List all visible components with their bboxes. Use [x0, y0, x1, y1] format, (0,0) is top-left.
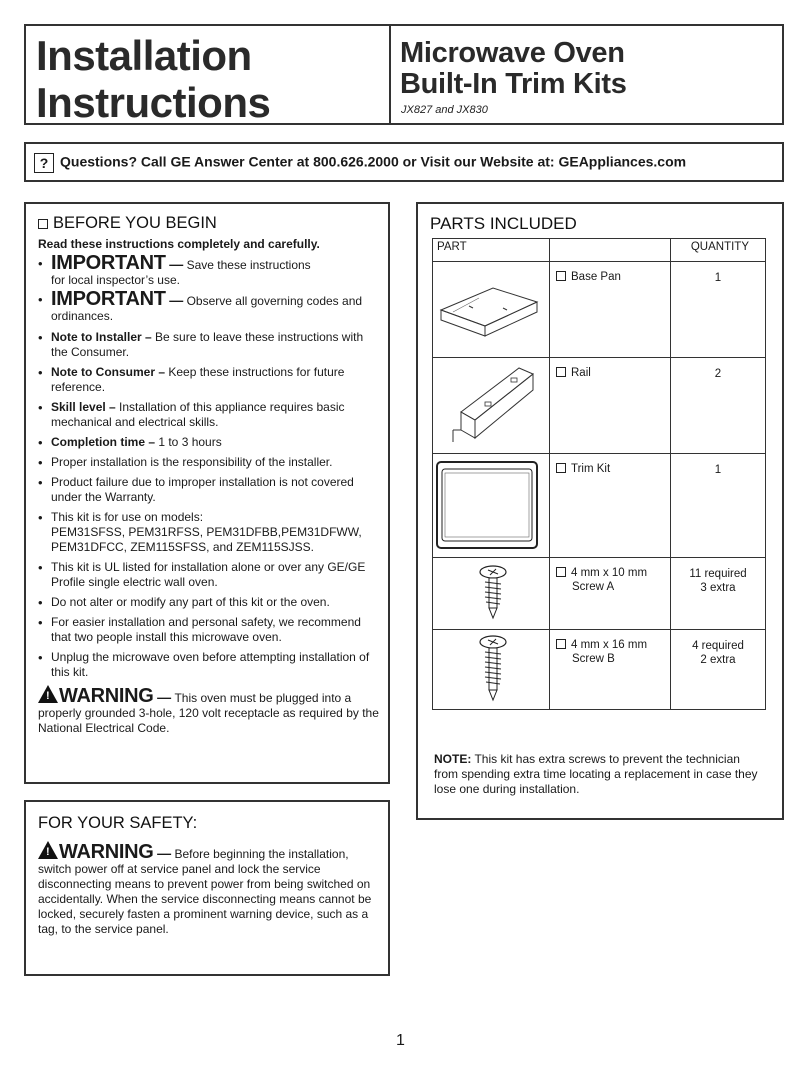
important-text: Observe all governing codes and ordinances.	[51, 294, 363, 323]
parts-table	[432, 238, 766, 710]
model-numbers: JX827 and JX830	[401, 104, 488, 116]
part-qty-cell	[671, 558, 766, 630]
safety-heading: FOR YOUR SAFETY:	[38, 814, 198, 832]
item-text: Keep these instructions for future reference.	[51, 365, 345, 394]
list-item	[38, 330, 380, 360]
warning-icon: !	[38, 685, 58, 703]
before-heading-text: BEFORE YOU BEGIN	[53, 214, 217, 232]
part-qty-cell	[671, 454, 766, 558]
col-quantity-header: QUANTITY	[671, 239, 766, 262]
table-row	[433, 558, 766, 630]
part-name: Rail	[571, 367, 591, 379]
part-name: Base Pan	[571, 271, 621, 283]
checkbox-icon	[556, 639, 566, 649]
col-part-header: PART	[433, 239, 550, 262]
before-you-begin-box	[24, 202, 390, 784]
part-qty: 11 required	[689, 568, 747, 580]
warning-text: Before beginning the installation, switch power off at service panel and lock the service disconnecting means to prevent power from being switched on accidentally. When the service disconnecting means cannot be locked, securely fasten a prominent warning device, such as a tag, to the service panel.	[38, 847, 372, 936]
before-content	[38, 214, 380, 736]
important-dash: —	[165, 292, 187, 308]
part-name-cell	[550, 358, 671, 454]
product-title	[400, 38, 627, 100]
important-cont: for local inspector’s use.	[51, 273, 180, 287]
item-text: For easier installation and personal safety, we recommend that two people install this microwave oven.	[51, 615, 361, 644]
item-bold: Completion time –	[51, 435, 159, 449]
table-row	[433, 262, 766, 358]
important-text: Save these instructions	[186, 258, 311, 272]
part-image-cell	[433, 358, 550, 454]
title-line2: Instructions	[36, 79, 271, 126]
part-qty-cell	[671, 262, 766, 358]
item-bold: Note to Installer –	[51, 330, 156, 344]
title	[36, 32, 270, 126]
note-text: This kit has extra screws to prevent the technician from spending extra time locating a replacement in case they lose one during installation.	[434, 752, 758, 796]
screw-a-icon	[433, 558, 541, 626]
part-name-cell	[550, 630, 671, 710]
checkbox-icon	[556, 463, 566, 473]
warning-dash: —	[153, 845, 175, 861]
warning-icon: !	[38, 841, 58, 859]
item-bold: Note to Consumer –	[51, 365, 169, 379]
part-qty-extra: 2 extra	[700, 654, 736, 666]
part-qty-cell	[671, 630, 766, 710]
title-line1: Installation	[36, 32, 252, 79]
part-name: 4 mm x 10 mm	[571, 567, 648, 579]
before-warning	[38, 685, 380, 736]
list-item	[38, 288, 380, 324]
part-name-cell	[550, 558, 671, 630]
checkbox-icon	[556, 271, 566, 281]
part-qty: 1	[714, 272, 722, 284]
part-name: 4 mm x 16 mm	[571, 639, 648, 651]
list-item	[38, 252, 380, 288]
parts-heading: PARTS INCLUDED	[430, 214, 577, 233]
checkbox-icon	[556, 567, 566, 577]
list-item	[38, 615, 380, 645]
page-number: 1	[396, 1032, 405, 1049]
screw-b-icon	[433, 630, 541, 706]
part-image-cell	[433, 558, 550, 630]
item-text: 1 to 3 hours	[158, 435, 222, 449]
part-sub: Screw A	[572, 581, 615, 593]
part-image-cell	[433, 454, 550, 558]
models-list: PEM31SFSS, PEM31RFSS, PEM31DFBB,PEM31DFWW, PEM31DFCC, ZEM115SFSS, and ZEM115SJSS.	[51, 525, 362, 554]
list-item	[38, 455, 380, 470]
list-item	[38, 435, 380, 450]
checkbox-icon	[38, 219, 48, 229]
product-line2: Built-In Trim Kits	[400, 68, 627, 100]
part-image-cell	[433, 630, 550, 710]
part-qty: 4 required	[692, 640, 744, 652]
warning-label: WARNING	[59, 841, 154, 863]
parts-note	[434, 752, 764, 797]
base-pan-icon	[433, 262, 541, 354]
list-item	[38, 400, 380, 430]
checkbox-icon	[556, 367, 566, 377]
item-text: Proper installation is the responsibility of the installer.	[51, 455, 333, 469]
header-box	[24, 24, 784, 125]
item-text: Be sure to leave these instructions with the Consumer.	[51, 330, 364, 359]
list-item	[38, 475, 380, 505]
part-qty-cell	[671, 358, 766, 454]
safety-warning	[38, 841, 378, 937]
important-label: IMPORTANT	[51, 252, 166, 274]
before-heading	[38, 214, 380, 233]
list-item	[38, 510, 380, 555]
note-label: NOTE:	[434, 752, 472, 766]
part-qty: 1	[714, 464, 722, 476]
part-qty: 2	[714, 368, 722, 380]
part-name-cell	[550, 454, 671, 558]
item-text: This kit is for use on models:	[51, 510, 204, 524]
item-text: Installation of this appliance requires basic mechanical and electrical skills.	[51, 400, 345, 429]
safety-content	[38, 814, 378, 937]
item-text: Product failure due to improper installation is not covered under the Warranty.	[51, 475, 354, 504]
trim-kit-icon	[433, 454, 541, 554]
item-text: Do not alter or modify any part of this kit or the oven.	[51, 595, 330, 609]
warning-dash: —	[153, 689, 175, 705]
table-header-row	[433, 239, 766, 262]
part-sub: Screw B	[572, 653, 615, 665]
important-label: IMPORTANT	[51, 288, 166, 310]
list-item	[38, 560, 380, 590]
table-row	[433, 630, 766, 710]
before-list	[38, 252, 380, 680]
table-row	[433, 454, 766, 558]
safety-box	[24, 800, 390, 976]
table-row	[433, 358, 766, 454]
product-line1: Microwave Oven	[400, 37, 625, 69]
item-bold: Skill level –	[51, 400, 120, 414]
header-divider	[389, 26, 391, 123]
item-text: This kit is UL listed for installation alone or over any GE/GE Profile single electric wall oven.	[51, 560, 366, 589]
part-name-cell	[550, 262, 671, 358]
warning-label: WARNING	[59, 685, 154, 707]
questions-text: Questions? Call GE Answer Center at 800.626.2000 or Visit our Website at: GEAppliances.com	[60, 153, 687, 170]
list-item	[38, 650, 380, 680]
item-text: Unplug the microwave oven before attempting installation of this kit.	[51, 650, 370, 679]
list-item	[38, 595, 380, 610]
question-icon: ?	[34, 153, 54, 173]
part-image-cell	[433, 262, 550, 358]
questions-bar	[24, 142, 784, 182]
rail-icon	[433, 358, 541, 450]
list-item	[38, 365, 380, 395]
important-dash: —	[165, 256, 187, 272]
before-intro: Read these instructions completely and carefully.	[38, 237, 320, 251]
questions-line	[34, 153, 686, 173]
warning-text: This oven must be plugged into a properly grounded 3-hole, 120 volt receptacle as required by the National Electrical Code.	[38, 691, 379, 735]
col-name-header	[550, 239, 671, 262]
part-name: Trim Kit	[571, 463, 611, 475]
part-qty-extra: 3 extra	[700, 582, 736, 594]
